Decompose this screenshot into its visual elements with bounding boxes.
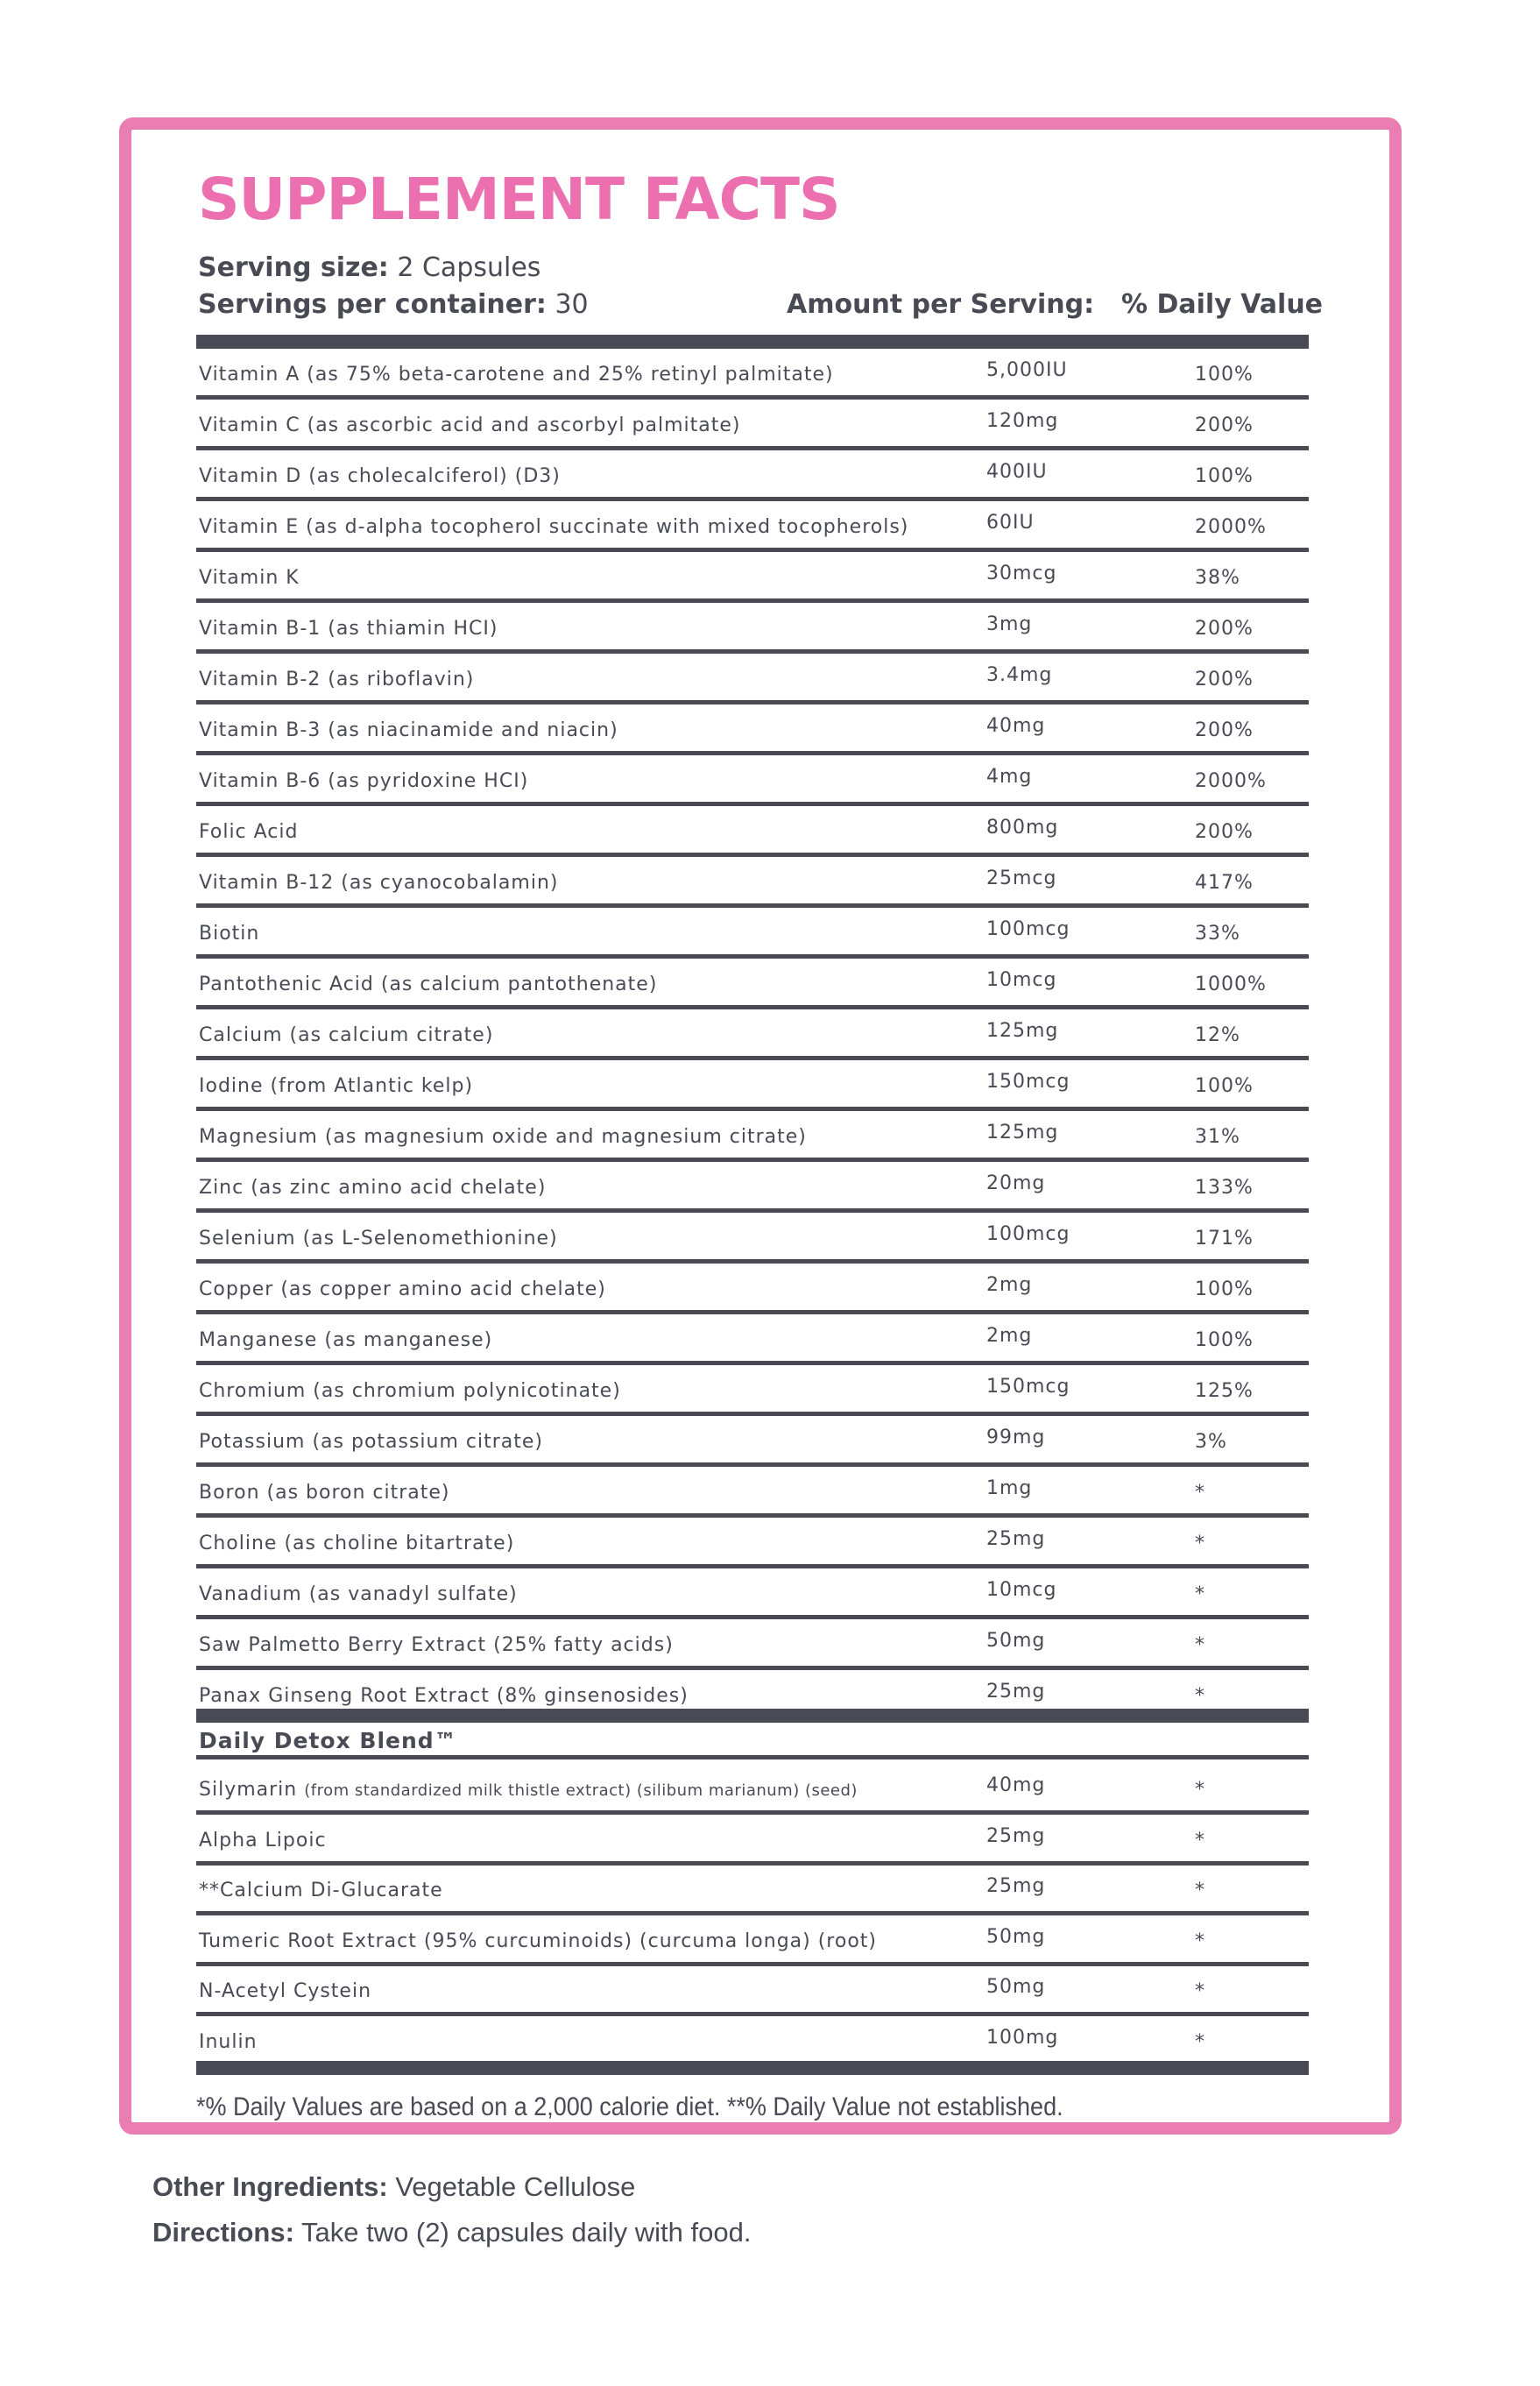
row-daily-value: 200% xyxy=(1195,821,1254,843)
row-amount: 100mg xyxy=(986,2026,1059,2049)
row-amount: 5,000IU xyxy=(986,359,1068,381)
row-name xyxy=(199,1685,689,1707)
row-daily-value: 125% xyxy=(1195,1380,1254,1402)
row-daily-value: * xyxy=(1195,1980,1205,2002)
row-name xyxy=(199,1431,543,1453)
row-name-main: Vitamin B-6 (as pyridoxine HCI) xyxy=(199,770,529,792)
divider-thick xyxy=(196,335,1309,349)
column-header-daily-value: % Daily Value xyxy=(1121,289,1324,320)
row-name xyxy=(199,618,498,640)
row-amount: 50mg xyxy=(986,1925,1046,1948)
row-name xyxy=(199,872,558,894)
row-name xyxy=(199,516,908,538)
row-name xyxy=(199,1126,807,1148)
row-name xyxy=(199,1880,443,1901)
row-name-detail: (from standardized milk thistle extract) (silibum marianum) (seed) xyxy=(304,1781,858,1800)
row-name xyxy=(199,1533,514,1554)
row-amount: 20mg xyxy=(986,1172,1046,1194)
row-daily-value: * xyxy=(1195,1634,1205,1656)
table-row xyxy=(196,1162,1309,1213)
row-name-main: Copper (as copper amino acid chelate) xyxy=(199,1278,606,1300)
row-name-main: Vitamin E (as d-alpha tocopherol succinate with mixed tocopherols) xyxy=(199,516,909,538)
row-amount: 60IU xyxy=(986,512,1035,534)
other-ingredients-label: Other Ingredients: xyxy=(152,2171,388,2202)
table-row xyxy=(196,349,1309,400)
row-name-main: Vitamin A (as 75% beta-carotene and 25% retinyl palmitate) xyxy=(199,364,834,386)
row-daily-value: * xyxy=(1195,1880,1205,1901)
row-amount: 25mcg xyxy=(986,867,1057,889)
row-name-main: Selenium (as L-Selenomethionine) xyxy=(199,1228,558,1250)
servings-per-container-label: Servings per container: xyxy=(198,289,547,320)
table-row xyxy=(196,1314,1309,1365)
servings-per-container-value: 30 xyxy=(555,289,589,320)
row-name xyxy=(199,1930,877,1952)
row-name-main: N-Acetyl Cystein xyxy=(199,1980,372,2002)
table-row xyxy=(196,603,1309,654)
row-daily-value: * xyxy=(1195,1929,1205,1952)
table-row xyxy=(196,654,1309,704)
row-name-main: **Calcium Di-Glucarate xyxy=(199,1880,443,1901)
row-amount: 1mg xyxy=(986,1477,1033,1499)
row-amount: 25mg xyxy=(986,1875,1046,1897)
row-name-main: Choline (as choline bitartrate) xyxy=(199,1533,515,1554)
table-row xyxy=(196,1764,1309,1815)
row-name-main: Vitamin C (as ascorbic acid and ascorbyl palmitate) xyxy=(199,414,741,436)
table-row xyxy=(196,908,1309,959)
row-amount: 3mg xyxy=(986,613,1033,635)
row-name-main: Saw Palmetto Berry Extract (25% fatty acids) xyxy=(199,1634,674,1656)
row-name-main: Folic Acid xyxy=(199,821,299,843)
row-daily-value: 38% xyxy=(1195,567,1240,589)
table-row xyxy=(196,450,1309,501)
divider-thick xyxy=(196,2061,1309,2075)
row-daily-value: * xyxy=(1195,1583,1205,1605)
row-name-main: Vitamin B-3 (as niacinamide and niacin) xyxy=(199,719,618,741)
table-row xyxy=(196,1568,1309,1619)
other-ingredients xyxy=(152,2171,635,2203)
row-amount: 10mcg xyxy=(986,1579,1057,1601)
row-amount: 2mg xyxy=(986,1274,1033,1296)
directions-label: Directions: xyxy=(152,2217,294,2248)
row-daily-value: * xyxy=(1195,1829,1205,1851)
row-amount: 25mg xyxy=(986,1528,1046,1550)
row-amount: 150mcg xyxy=(986,1376,1070,1398)
row-name-main: Boron (as boron citrate) xyxy=(199,1482,450,1504)
row-name xyxy=(199,1380,621,1402)
directions-value: Take two (2) capsules daily with food. xyxy=(300,2217,752,2248)
row-name xyxy=(199,1228,558,1250)
row-name xyxy=(199,1779,858,1801)
table-row xyxy=(196,857,1309,908)
blend-header-row xyxy=(196,1723,1309,1759)
table-row xyxy=(196,1416,1309,1467)
row-daily-value: 100% xyxy=(1195,1329,1254,1351)
table-row xyxy=(196,501,1309,552)
table-row xyxy=(196,1865,1309,1915)
row-amount: 50mg xyxy=(986,1630,1046,1652)
row-amount: 3.4mg xyxy=(986,664,1053,686)
row-amount: 800mg xyxy=(986,817,1059,839)
row-daily-value: * xyxy=(1195,2030,1205,2053)
row-amount: 125mg xyxy=(986,1020,1059,1042)
row-daily-value: 100% xyxy=(1195,1278,1254,1300)
row-daily-value: 100% xyxy=(1195,465,1254,487)
table-row xyxy=(196,400,1309,450)
table-row xyxy=(196,2016,1309,2067)
row-name-main: Chromium (as chromium polynicotinate) xyxy=(199,1380,621,1402)
row-daily-value: * xyxy=(1195,1482,1205,1504)
row-name xyxy=(199,821,298,843)
directions xyxy=(152,2217,751,2248)
blend-title: Daily Detox Blend™ xyxy=(199,1728,457,1753)
row-name xyxy=(199,974,657,995)
serving-size-value: 2 Capsules xyxy=(397,252,541,283)
page-title: SUPPLEMENT FACTS xyxy=(198,166,840,233)
row-name-main: Silymarin xyxy=(199,1779,298,1801)
row-name xyxy=(199,1980,371,2002)
row-name-main: Potassium (as potassium citrate) xyxy=(199,1431,544,1453)
row-daily-value: 200% xyxy=(1195,414,1254,436)
serving-size xyxy=(198,251,540,286)
row-daily-value: 31% xyxy=(1195,1126,1240,1148)
row-daily-value: 2000% xyxy=(1195,770,1267,792)
row-amount: 99mg xyxy=(986,1427,1046,1448)
row-daily-value: 33% xyxy=(1195,923,1240,945)
row-amount: 50mg xyxy=(986,1976,1046,1998)
row-daily-value: * xyxy=(1195,1779,1205,1801)
table-row xyxy=(196,959,1309,1009)
row-name xyxy=(199,1024,493,1046)
row-name xyxy=(199,1278,606,1300)
row-name-main: Zinc (as zinc amino acid chelate) xyxy=(199,1177,547,1199)
row-name-main: Inulin xyxy=(199,2030,258,2053)
row-name xyxy=(199,1177,546,1199)
other-ingredients-value: Vegetable Cellulose xyxy=(395,2171,636,2202)
table-row xyxy=(196,1365,1309,1416)
row-daily-value: 100% xyxy=(1195,1075,1254,1097)
row-name xyxy=(199,1075,473,1097)
row-daily-value: 200% xyxy=(1195,618,1254,640)
row-daily-value: 1000% xyxy=(1195,974,1267,995)
serving-size-label: Serving size: xyxy=(198,252,389,283)
table-row xyxy=(196,1213,1309,1264)
row-amount: 400IU xyxy=(986,461,1048,483)
row-name-main: Vitamin B-1 (as thiamin HCI) xyxy=(199,618,498,640)
row-amount: 25mg xyxy=(986,1824,1046,1847)
row-daily-value: 417% xyxy=(1195,872,1254,894)
row-name xyxy=(199,1583,518,1605)
table-row xyxy=(196,1060,1309,1111)
row-name xyxy=(199,669,474,690)
row-daily-value: 100% xyxy=(1195,364,1254,386)
table-row xyxy=(196,1518,1309,1568)
row-name xyxy=(199,465,561,487)
row-name-main: Vitamin B-12 (as cyanocobalamin) xyxy=(199,872,559,894)
row-amount: 2mg xyxy=(986,1325,1033,1347)
row-amount: 100mcg xyxy=(986,918,1070,940)
table-row xyxy=(196,1264,1309,1314)
table-row xyxy=(196,1619,1309,1670)
table-row xyxy=(196,1915,1309,1966)
table-row xyxy=(196,1467,1309,1518)
row-name xyxy=(199,414,740,436)
table-row xyxy=(196,1815,1309,1866)
column-header-amount: Amount per Serving: xyxy=(787,289,1095,320)
row-daily-value: 2000% xyxy=(1195,516,1267,538)
row-amount: 4mg xyxy=(986,766,1033,788)
row-name xyxy=(199,1634,674,1656)
footnote: *% Daily Values are based on a 2,000 calorie diet. **% Daily Value not established. xyxy=(196,2092,1063,2121)
row-daily-value: 171% xyxy=(1195,1228,1254,1250)
row-name-main: Vanadium (as vanadyl sulfate) xyxy=(199,1583,518,1605)
row-daily-value: 3% xyxy=(1195,1431,1227,1453)
row-amount: 120mg xyxy=(986,410,1059,432)
row-daily-value: * xyxy=(1195,1685,1205,1707)
table-row xyxy=(196,806,1309,857)
row-amount: 25mg xyxy=(986,1681,1046,1703)
row-name-main: Pantothenic Acid (as calcium pantothenate) xyxy=(199,974,658,995)
row-daily-value: 12% xyxy=(1195,1024,1240,1046)
row-name-main: Tumeric Root Extract (95% curcuminoids) (curcuma longa) (root) xyxy=(199,1929,877,1952)
table-row xyxy=(196,755,1309,806)
servings-per-container xyxy=(198,287,589,322)
row-name xyxy=(199,567,300,589)
row-name xyxy=(199,770,528,792)
row-name-main: Vitamin K xyxy=(199,567,300,589)
row-amount: 30mcg xyxy=(986,563,1057,584)
row-name-main: Calcium (as calcium citrate) xyxy=(199,1024,494,1046)
row-amount: 10mcg xyxy=(986,969,1057,991)
row-daily-value: * xyxy=(1195,1533,1205,1554)
row-name-main: Vitamin B-2 (as riboflavin) xyxy=(199,669,475,690)
row-name-main: Magnesium (as magnesium oxide and magnesium citrate) xyxy=(199,1126,807,1148)
row-name xyxy=(199,1329,492,1351)
row-name xyxy=(199,923,259,945)
row-amount: 150mcg xyxy=(986,1071,1070,1093)
row-name xyxy=(199,2031,258,2053)
row-name-main: Vitamin D (as cholecalciferol) (D3) xyxy=(199,465,561,487)
row-name-main: Manganese (as manganese) xyxy=(199,1329,493,1351)
row-amount: 40mg xyxy=(986,715,1046,737)
row-amount: 125mg xyxy=(986,1122,1059,1143)
table-row xyxy=(196,1965,1309,2016)
row-name-main: Alpha Lipoic xyxy=(199,1829,327,1851)
divider-thick xyxy=(196,1709,1309,1723)
row-name-main: Panax Ginseng Root Extract (8% ginsenosides) xyxy=(199,1685,689,1707)
row-daily-value: 133% xyxy=(1195,1177,1254,1199)
row-name-main: Biotin xyxy=(199,923,260,945)
row-amount: 40mg xyxy=(986,1774,1046,1796)
row-name-main: Iodine (from Atlantic kelp) xyxy=(199,1075,474,1097)
table-row xyxy=(196,704,1309,755)
row-name xyxy=(199,1830,327,1851)
row-daily-value: 200% xyxy=(1195,669,1254,690)
row-name xyxy=(199,364,834,386)
row-amount: 100mcg xyxy=(986,1223,1070,1245)
table-row xyxy=(196,1009,1309,1060)
table-row xyxy=(196,1111,1309,1162)
row-daily-value: 200% xyxy=(1195,719,1254,741)
table-row xyxy=(196,552,1309,603)
row-name xyxy=(199,719,618,741)
row-name xyxy=(199,1482,450,1504)
